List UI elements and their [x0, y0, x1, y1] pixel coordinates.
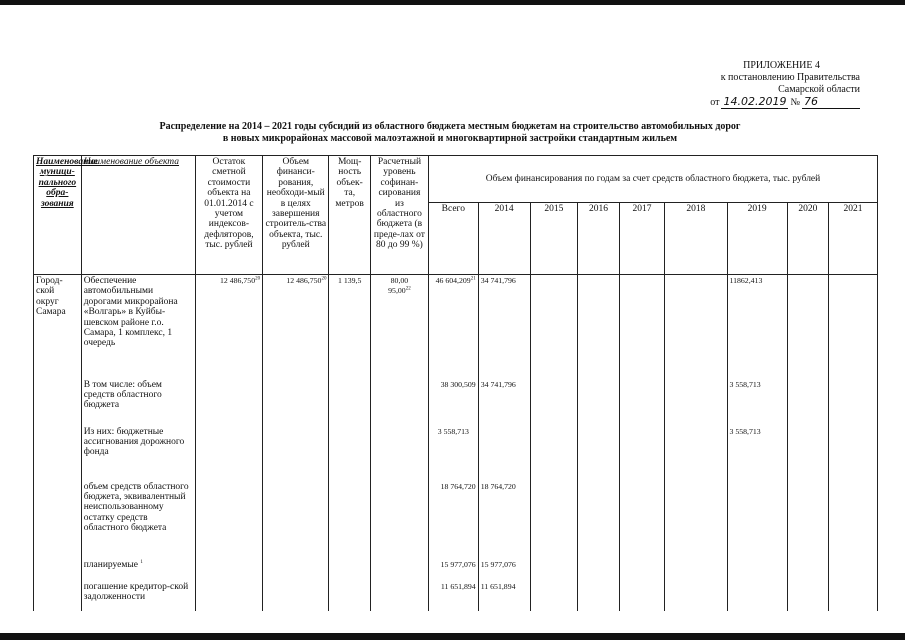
appendix-line-2: Самарской области	[778, 84, 860, 95]
appendix-block	[690, 60, 860, 109]
y2019-cell: 3 558,713	[727, 379, 787, 426]
col-year-2015-header: 2015	[530, 203, 578, 275]
object-cell: объем средств областного бюджета, эквивалентный неиспользованному остатку средств областного бюджета	[81, 481, 195, 559]
object-cell: Из них: бюджетные ассигнования дорожного фонда	[81, 426, 195, 481]
table-row	[34, 379, 878, 426]
table-row	[34, 426, 878, 481]
capacity-cell: 1 139,5	[329, 275, 370, 379]
col-year-2018-header: 2018	[665, 203, 727, 275]
handwritten-date: 14.02.2019	[723, 95, 787, 108]
remaining-cell: 12 486,750$^{20}$	[195, 275, 262, 379]
col-level-header: Расчетный уровень софинан-сирования из областного бюджета (в преде-лах от 80 до 99 %)	[370, 156, 428, 275]
table-row	[34, 559, 878, 581]
table-row	[34, 581, 878, 611]
col-year-2020-header: 2020	[787, 203, 828, 275]
y2014-cell: 11 651,894	[478, 581, 530, 611]
table-row	[34, 275, 878, 379]
total-cell: 18 764,720	[428, 481, 478, 559]
top-border	[0, 0, 905, 5]
col-year-2021-header: 2021	[829, 203, 878, 275]
col-object-header: Наименование объекта	[81, 156, 195, 275]
col-volume-header: Объем финанси-рования, необходи-мый в целях завершения строитель-ства объекта, тыс. рублей	[263, 156, 329, 275]
appendix-date-line	[690, 96, 860, 109]
date-prefix: от	[710, 97, 720, 108]
subsidy-table	[33, 155, 878, 611]
total-cell: 3 558,713	[428, 426, 478, 481]
total-cell: 46 604,209$^{21}$	[428, 275, 478, 379]
handwritten-number: 76	[802, 96, 860, 109]
municipality-cell: Город-ской округ Самара	[34, 275, 82, 611]
number-prefix: №	[790, 97, 800, 108]
y2014-cell: 34 741,796	[478, 379, 530, 426]
y2014-cell: 18 764,720	[478, 481, 530, 559]
col-municipality-header: Наименование муници-пального обра-зования	[34, 156, 82, 275]
table-row	[34, 481, 878, 559]
level-cell: 80,00 95,00$^{22}$	[370, 275, 428, 379]
object-cell: погашение кредитор-ской задолженности	[81, 581, 195, 611]
object-cell: Обеспечение автомобильными дорогами микрорайона «Волгарь» в Куйбы-шевском районе г.о. Самара, 1 комплекс, 1 очередь	[81, 275, 195, 379]
col-year-2014-header: 2014	[478, 203, 530, 275]
total-cell: 15 977,076	[428, 559, 478, 581]
bottom-border	[0, 633, 905, 640]
heading-line-2: в новых микрорайонах массовой малоэтажной и многоквартирной застройки стандартным жильем	[222, 133, 678, 144]
object-cell: планируемые $^1$	[81, 559, 195, 581]
appendix-line-1: к постановлению Правительства	[720, 72, 860, 83]
col-capacity-header: Мощ-ность объек-та, метров	[329, 156, 370, 275]
col-year-2016-header: 2016	[578, 203, 619, 275]
y2014-cell: 34 741,796	[478, 275, 530, 379]
col-remaining-header: Остаток сметной стоимости объекта на 01.01.2014 с учетом индексов-дефляторов, тыс. рублей	[195, 156, 262, 275]
volume-cell: 12 486,750$^{20}$	[263, 275, 329, 379]
document-heading	[130, 121, 770, 145]
col-year-2017-header: 2017	[619, 203, 665, 275]
heading-line-1: Распределение на 2014 – 2021 годы субсидий из областного бюджета местным бюджетам на строительство автомобильных дорог	[159, 121, 741, 132]
y2019-cell: 3 558,713	[727, 426, 787, 481]
y2014-cell: 15 977,076	[478, 559, 530, 581]
col-year-2019-header: 2019	[727, 203, 787, 275]
col-funding-group-header: Объем финансирования по годам за счет средств областного бюджета, тыс. рублей	[428, 156, 877, 203]
appendix-title: ПРИЛОЖЕНИЕ 4	[743, 60, 820, 71]
object-cell: В том числе: объем средств областного бюджета	[81, 379, 195, 426]
y2019-cell: 11862,413	[727, 275, 787, 379]
col-total-header: Всего	[428, 203, 478, 275]
total-cell: 38 300,509	[428, 379, 478, 426]
total-cell: 11 651,894	[428, 581, 478, 611]
